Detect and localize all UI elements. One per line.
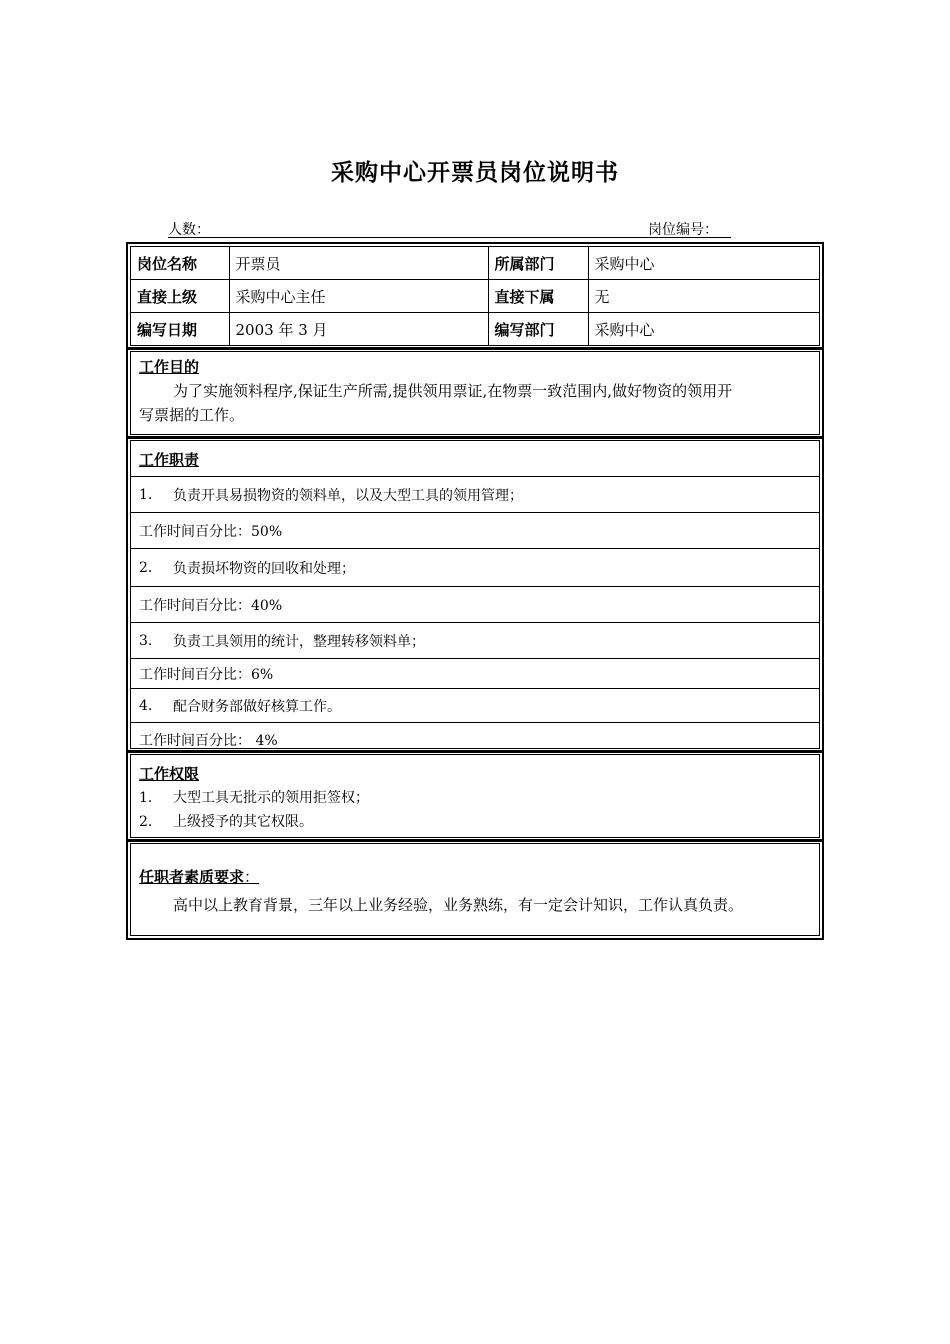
writing-department-value: 采购中心 [588,313,819,346]
duty-number: 3. [139,632,153,649]
objective-text-line1: 为了实施领料程序,保证生产所需,提供领用票证,在物票一致范围内,做好物资的领用开 [173,382,733,400]
duties-section [126,436,824,753]
duty-number: 1. [139,486,153,503]
duty-text: 配合财务部做好核算工作。 [173,698,341,715]
qualification-heading-wrap [139,866,811,887]
direct-subordinate-value: 无 [588,280,819,313]
duty-item [131,688,819,722]
duty-item [131,548,819,586]
written-date-label: 编写日期 [131,313,229,346]
position-name-label: 岗位名称 [131,247,229,280]
basic-info-section [126,242,824,350]
duty-time-text: 工作时间百分比：6% [139,666,274,683]
duty-time-text: 工作时间百分比： 4% [139,732,278,749]
writing-department-label: 编写部门 [488,313,588,346]
duty-item [131,622,819,658]
duties-heading: 工作职责 [139,451,200,469]
qualification-heading: 任职者素质要求 [139,868,245,886]
written-date-value: 2003 年 3 月 [229,313,488,346]
duty-item [131,476,819,512]
position-name-value: 开票员 [229,247,488,280]
department-value: 采购中心 [588,247,819,280]
basic-info-table [131,247,819,345]
authority-text: 上级授予的其它权限。 [173,814,313,830]
authority-heading: 工作权限 [139,765,200,783]
duty-number: 4. [139,697,153,714]
duty-time [131,512,819,548]
objective-heading: 工作目的 [139,358,200,376]
authority-text: 大型工具无批示的领用拒签权； [173,790,369,806]
direct-superior-value: 采购中心主任 [229,280,488,313]
duty-text: 负责损坏物资的回收和处理； [173,560,355,577]
info-row [131,247,819,280]
duty-time [131,658,819,688]
direct-superior-label: 直接上级 [131,280,229,313]
authority-number: 1. [139,790,153,806]
duty-time-text: 工作时间百分比：50% [139,523,283,540]
qualification-section [126,839,824,940]
info-row [131,280,819,313]
authority-number: 2. [139,814,153,830]
qualification-colon: ： [244,868,260,886]
duty-number: 2. [139,559,153,576]
headcount-label: 人数： [168,222,210,238]
department-label: 所属部门 [488,247,588,280]
meta-line [168,219,731,238]
duty-time [131,722,819,752]
duty-text: 负责工具领用的统计，整理转移领料单； [173,633,425,650]
duty-text: 负责开具易损物资的领料单，以及大型工具的领用管理； [173,487,523,504]
qualification-text: 高中以上教育背景，三年以上业务经验，业务熟练，有一定会计知识，工作认真负责。 [173,896,744,914]
duty-time [131,586,819,622]
objective-text-line2: 写票据的工作。 [139,406,245,424]
objective-section [126,347,824,439]
authority-item [139,810,811,834]
authority-item [139,786,811,810]
position-number-label: 岗位编号： [648,222,718,238]
document-title: 采购中心开票员岗位说明书 [331,160,619,186]
direct-subordinate-label: 直接下属 [488,280,588,313]
authority-section [126,750,824,842]
duty-time-text: 工作时间百分比：40% [139,597,283,614]
info-row [131,313,819,346]
